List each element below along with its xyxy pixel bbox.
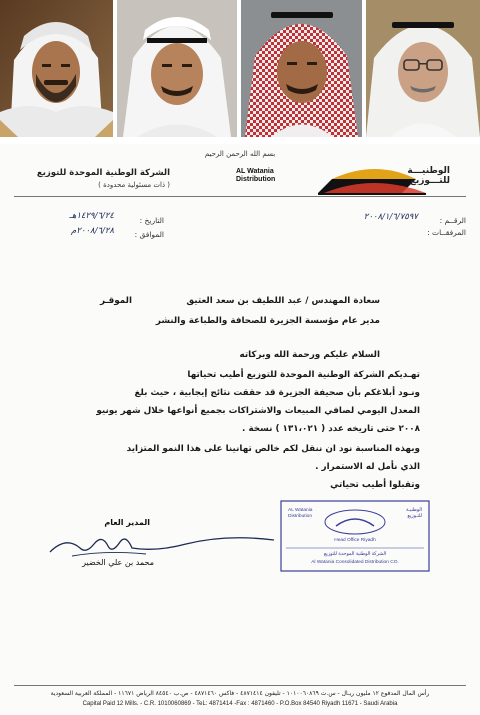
- addressee-honorific: الموقـر: [100, 296, 132, 306]
- company-legal-form: ( ذات مسئولية محدودة ): [98, 181, 170, 189]
- addressee-line: سعادة المهندس / عبد اللطيف بن سعد العتيق: [186, 296, 380, 306]
- date-label: التاريخ :: [139, 216, 164, 225]
- letter-document: [0, 144, 480, 715]
- company-name-arabic: الشركة الوطنية الموحدة للتوزيع: [36, 168, 170, 178]
- ref-value: ٢٠٠٨/١/٦/٧٥٩٧: [363, 212, 418, 222]
- paragraph-1-line-4: ٢٠٠٨ حتى تاريخه عدد ( ١٣١،٠٢١ ) نسخة .: [242, 424, 420, 434]
- attachments-label: المرفقــات :: [427, 228, 466, 237]
- paragraph-1-line-2: ونـود أبلاغكم بأن صحيفة الجزيرة قد حققت نتائج إيجابية ، حيث بلغ: [134, 388, 420, 398]
- corresponding-date-label: الموافق :: [134, 230, 164, 239]
- footer-english: Capital Paid 12 Mills. - C.R. 1010060869 - TeL: 4871414 -Fax : 4871460 - P.O.Box 84540 Riyadh 11671 - Saudi Arabia: [82, 701, 398, 707]
- addressee-title: مدير عام مؤسسة الجزيرة للصحافة والطباعة والنشر: [155, 316, 380, 326]
- date-value: ١٤٢٩/٦/٢٤هـ: [69, 211, 114, 221]
- signatory-name: محمد بن علي الخضير: [82, 558, 154, 567]
- corresponding-date-value: ٢٠٠٨/٦/٢٨م: [71, 226, 114, 236]
- footer-rule: [14, 685, 466, 686]
- closing-line: وتقبلوا أطيب تحياتي: [330, 480, 420, 490]
- handwritten-signature: [46, 530, 278, 560]
- paragraph-2-line-1: وبهذه المناسبة نود ان ننقل لكم خالص تهانينا على هذا النمو المتزايد: [126, 444, 420, 454]
- greeting: السلام عليكم ورحمة الله وبركاته: [239, 350, 380, 360]
- portrait-photo-2: [117, 0, 237, 137]
- logo-text-ar: الوطنيـــة للتـــوزيع: [407, 166, 450, 186]
- portrait-photo-4: [366, 0, 480, 137]
- paragraph-2-line-2: الذي نأمل له الاستمرار .: [315, 462, 420, 472]
- portrait-photo-3: [241, 0, 362, 137]
- header-rule: [14, 196, 466, 197]
- paragraph-1-line-3: المعدل اليومي لصافي المبيعات والاشتراكات بجميع أنواعها خلال شهر يونيو: [96, 406, 420, 416]
- footer-arabic: رأس المال المدفوع ١٢ مليون ريـال - س.ت ١٠١٠٠٦٠٨٦٩ - تليفون ٤٨٧١٤١٤ - فاكس ٤٨٧١٤٦٠ - ص.ب ٨٤٥٤٠ الرياض ١١٦٧١ - المملكة العربية السعودية: [50, 690, 430, 697]
- basmala: بسم الله الرحمن الرحيم: [204, 150, 276, 158]
- company-stamp: AL Watania Distribution الوطنيـة للتـوزيع Head Office Riyadh الشركة الوطنية الموحدة للتوزيع Al Watania Consolidated Distribution CO.: [280, 500, 430, 572]
- paragraph-1-line-1: تهـديكم الشركة الوطنية الموحدة للتوزيع أطيب تحياتها: [187, 370, 420, 380]
- portrait-photo-1: [0, 0, 113, 137]
- signatory-title: المدير العام: [104, 518, 150, 527]
- logo-text-en: AL Watania Distribution: [236, 168, 276, 183]
- ref-label: الرقــم :: [439, 216, 466, 225]
- portrait-strip: [0, 0, 480, 140]
